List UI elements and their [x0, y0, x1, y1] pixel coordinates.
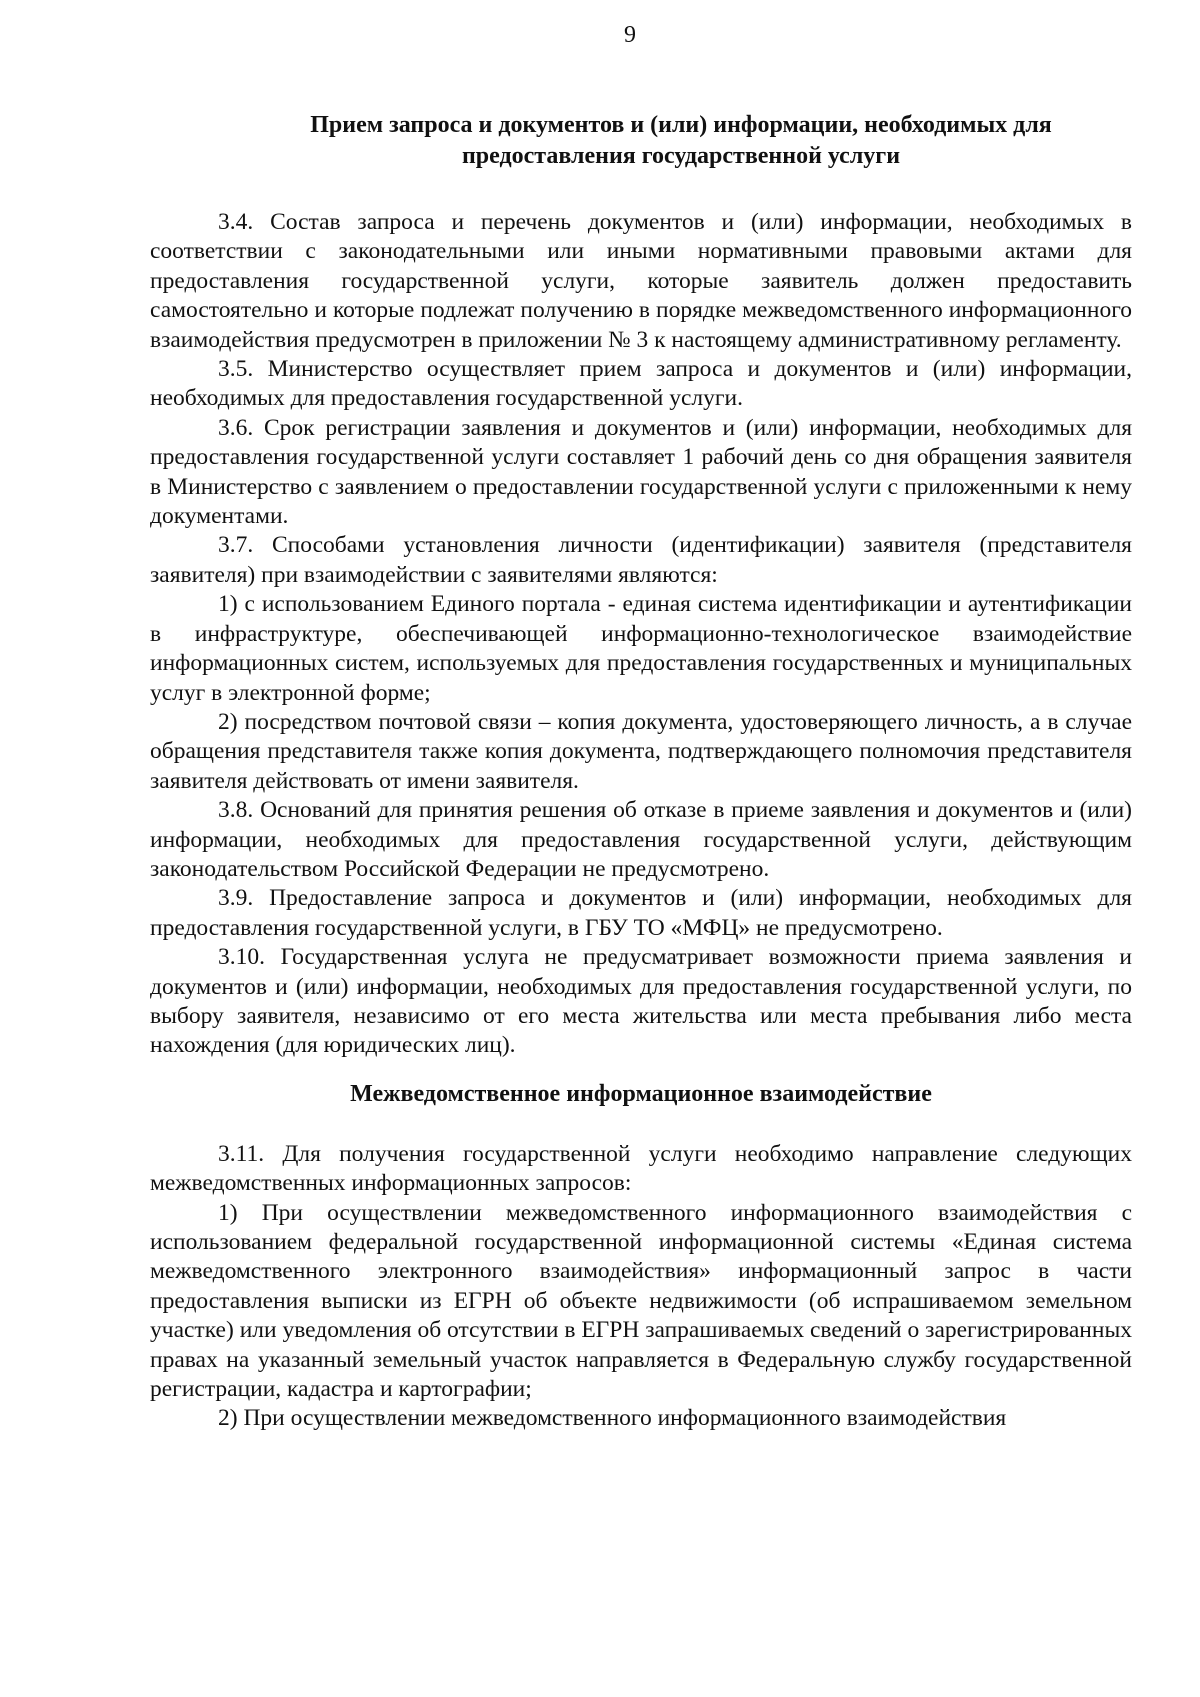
page-number: 9: [624, 22, 636, 48]
paragraph-3-6: 3.6. Срок регистрации заявления и документов и (или) информации, необходимых для предоставления государственной услуги составляет 1 рабочий день со дня обращения заявителя в Министерство с заявлением о предоставлении государственной услуги с приложенными к нему документами.: [150, 414, 1132, 530]
paragraph-3-10: 3.10. Государственная услуга не предусматривает возможности приема заявления и документов и (или) информации, необходимых для предоставления государственной услуги, по выбору заявителя, независимо от его места жительства или места пребывания либо места нахождения (для юридических лиц).: [150, 944, 1132, 1059]
paragraph-3-11-item-1: 1) При осуществлении межведомственного информационного взаимодействия с использованием федеральной государственной информационной системы «Единая система межведомственного электронного взаимодействия» информационный запрос в части предоставления выписки из ЕГРН об объекте недвижимости (об испрашиваемом земельном участке) или уведомления об отсутствии в ЕГРН запрашиваемых сведений о зарегистрированных правах на указанный земельный участок направляется в Федеральную службу государственной регистрации, кадастра и картографии;: [150, 1199, 1132, 1403]
paragraph-3-11-item-2: 2) При осуществлении межведомственного информационного взаимодействия: [218, 1405, 1007, 1432]
paragraph-3-9: 3.9. Предоставление запроса и документов и (или) информации, необходимых для предоставления государственной услуги, в ГБУ ТО «МФЦ» не предусмотрено.: [150, 885, 1132, 941]
section-title-document-acceptance: Прием запроса и документов и (или) информации, необходимых для предоставления государственной услуги: [310, 112, 1052, 169]
section-title-interagency-interaction: Межведомственное информационное взаимодействие: [350, 1080, 932, 1107]
paragraph-3-8: 3.8. Оснований для принятия решения об отказе в приеме заявления и документов и (или) информации, необходимых для предоставления государственной услуги, действующим законодательством Российской Федерации не предусмотрено.: [150, 797, 1132, 882]
paragraph-3-7: 3.7. Способами установления личности (идентификации) заявителя (представителя заявителя) при взаимодействии с заявителями являются:: [150, 532, 1132, 588]
paragraph-3-7-item-2: 2) посредством почтовой связи – копия документа, удостоверяющего личность, а в случае обращения представителя также копия документа, подтверждающего полномочия представителя заявителя действовать от имени заявителя.: [150, 708, 1132, 794]
document-body: [150, 110, 1132, 1434]
paragraph-3-7-item-1: 1) с использованием Единого портала - единая система идентификации и аутентификации в инфраструктуре, обеспечивающей информационно-технологическое взаимодействие информационных систем, используемых для предоставления государственных и муниципальных услуг в электронной форме;: [150, 591, 1132, 706]
paragraph-3-11: 3.11. Для получения государственной услуги необходимо направление следующих межведомственных информационных запросов:: [150, 1140, 1132, 1197]
paragraph-3-4: 3.4. Состав запроса и перечень документов и (или) информации, необходимых в соответствии с законодательными или иными нормативными правовыми актами для предоставления государственной услуги, которые заявитель должен предоставить самостоятельно и которые подлежат получению в порядке межведомственного информационного взаимодействия предусмотрен в приложении № 3 к настоящему административному регламенту.: [150, 209, 1132, 353]
paragraph-3-5: 3.5. Министерство осуществляет прием запроса и документов и (или) информации, необходимых для предоставления государственной услуги.: [150, 356, 1132, 412]
